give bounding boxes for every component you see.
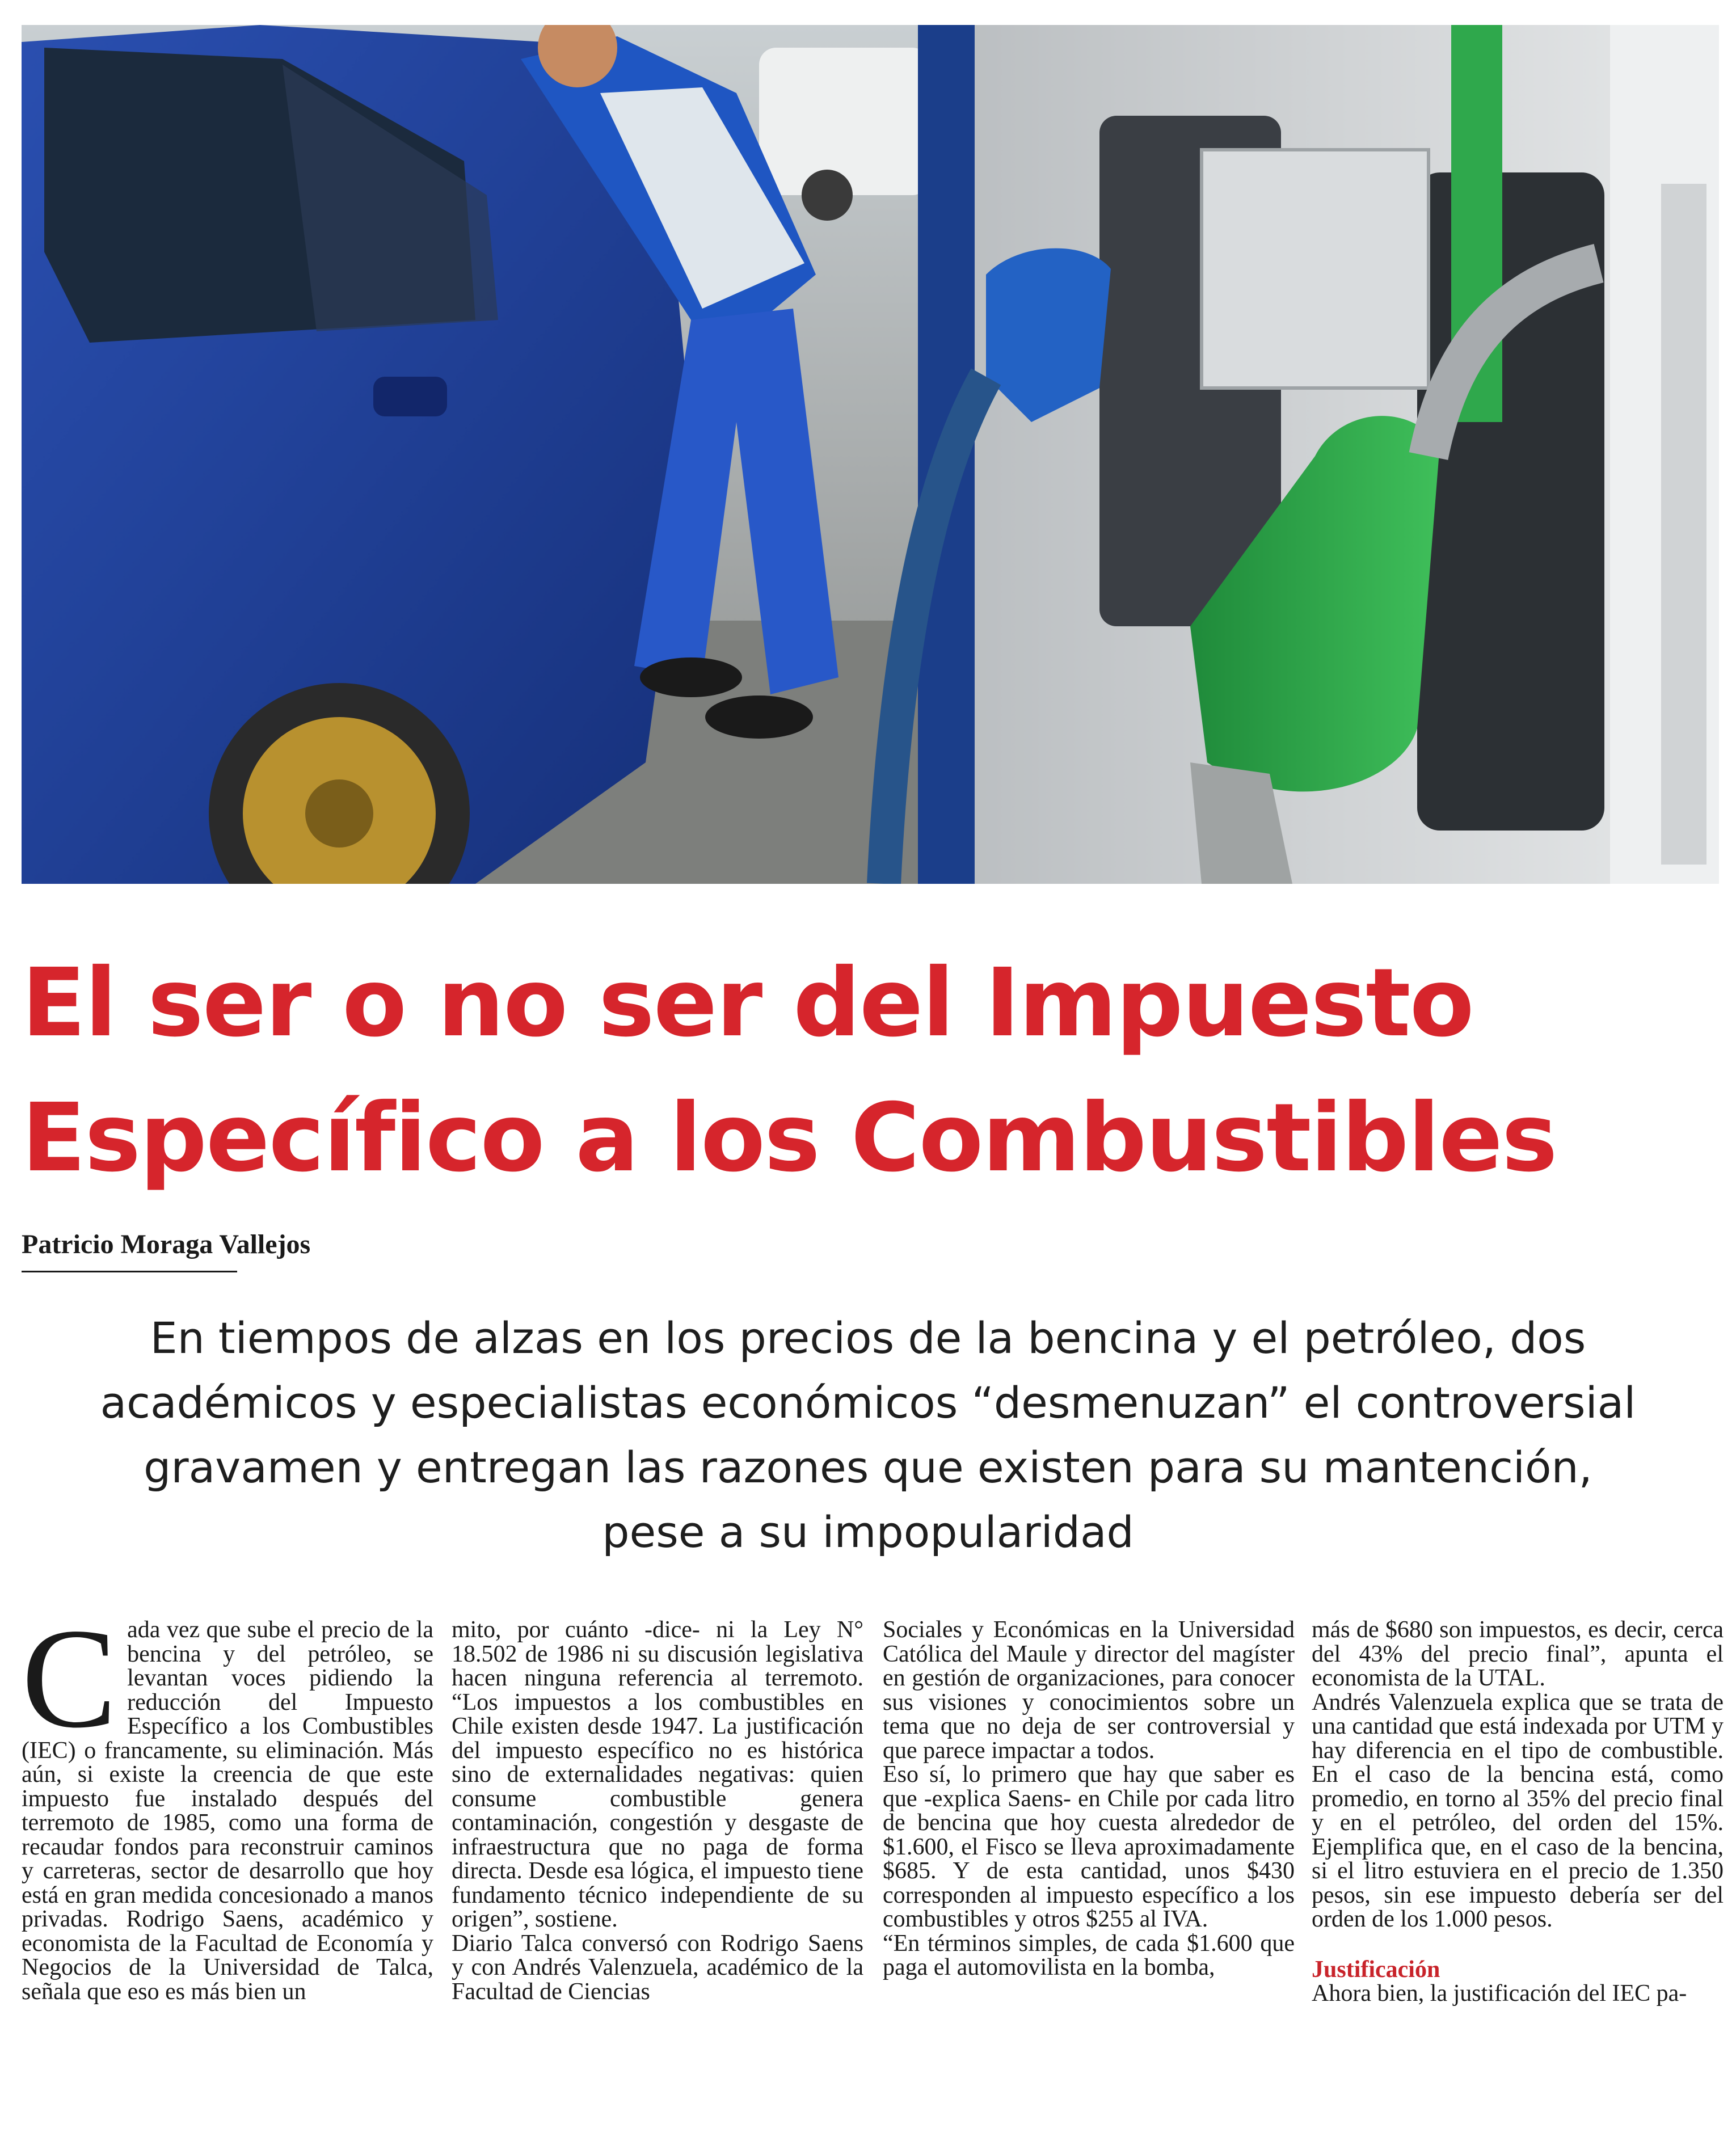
body-paragraph: Andrés Valenzuela explica que se trata de una cantidad que está indexada por UTM y hay diferencia en el tipo de combustible. En el caso de la bencina está, como promedio, en torno al 35% del precio final y en el petróleo, del orden del 15%. Ejemplifica que, en el caso de la bencina, si el litro estuviera en el precio de 1.350 pesos, sin ese impuesto debería ser del orden de los 1.000 pesos.	[1312, 1689, 1724, 1932]
body-paragraph: “En términos simples, de cada $1.600 que paga el automovilista en la bomba,	[883, 1930, 1295, 1980]
deck-line-3: gravamen y entregan las razones que existen para su mantención,	[144, 1442, 1592, 1493]
deck-line-4: pese a su impopularidad	[602, 1507, 1134, 1557]
section-subhead: Justificación	[1312, 1956, 1440, 1983]
deck-subtitle	[23, 1306, 1713, 1565]
deck-line-1: En tiempos de alzas en los precios de la bencina y el petróleo, dos	[150, 1313, 1586, 1363]
body-column-3	[883, 1618, 1295, 1980]
headline-line-2: Específico a los Combustibles	[22, 1084, 1557, 1193]
body-paragraph: Sociales y Económicas en la Universidad Católica del Maule y director del magíster en gestión de organizaciones, para conocer sus visiones y conocimientos sobre un tema que no deja de ser controversial y que parece impactar a todos.	[883, 1617, 1295, 1764]
headline-line-1: El ser o no ser del Impuesto	[22, 949, 1473, 1058]
fuel-pump-photo-illustration	[22, 25, 1719, 884]
drop-cap: C	[22, 1599, 117, 1757]
byline: Patricio Moraga Vallejos	[22, 1229, 311, 1259]
body-paragraph: más de $680 son impuestos, es decir, cerca del 43% del precio final”, apunta el economista de la UTAL.	[1312, 1617, 1724, 1691]
article-photo	[22, 25, 1719, 884]
body-paragraph: Diario Talca conversó con Rodrigo Saens y con Andrés Valenzuela, académico de la Facultad de Ciencias	[452, 1930, 863, 2005]
body-column-1	[22, 1599, 433, 2005]
body-paragraph: ada vez que sube el precio de la bencina y del petróleo, se levantan voces pidiendo la reducción del Impuesto Específico a los Combustibles (IEC) o francamente, su eliminación. Más aún, si existe la creencia de que este impuesto fue instalado después del terremoto de 1985, como una forma de recaudar fondos para reconstruir caminos y carreteras, sector de desarrollo que hoy está en gran medida concesionado a manos privadas. Rodrigo Saens, académico y economista de la Facultad de Economía y Negocios de la Universidad de Talca, señala que eso es más bien un	[22, 1617, 433, 2005]
body-column-4	[1312, 1618, 1724, 2006]
body-paragraph: mito, por cuánto -dice- ni la Ley N° 18.502 de 1986 ni su discusión legislativa hacen ninguna referencia al terremoto. “Los impuestos a los combustibles en Chile existen desde 1947. La justificación del impuesto específico no es histórica sino de externalidades negativas: quien consume combustible genera contaminación, congestión y desgaste de infraestructura que no paga de forma directa. Desde esa lógica, el impuesto tiene fundamento técnico independiente de su origen”, sostiene.	[452, 1617, 863, 1932]
body-paragraph: Eso sí, lo primero que hay que saber es que -explica Saens- en Chile por cada litro de bencina que hoy cuesta alrededor de $1.600, el Fisco se lleva aproximadamente $685. Y de esta cantidad, unos $430 corresponden al impuesto específico a los combustibles y otros $255 al IVA.	[883, 1761, 1295, 1932]
body-paragraph: Ahora bien, la justificación del IEC pa-	[1312, 1980, 1687, 2006]
headline	[22, 936, 1718, 1206]
byline-divider	[22, 1271, 237, 1272]
body-column-2	[452, 1618, 863, 2004]
deck-line-2: académicos y especialistas económicos “desmenuzan” el controversial	[100, 1377, 1636, 1428]
